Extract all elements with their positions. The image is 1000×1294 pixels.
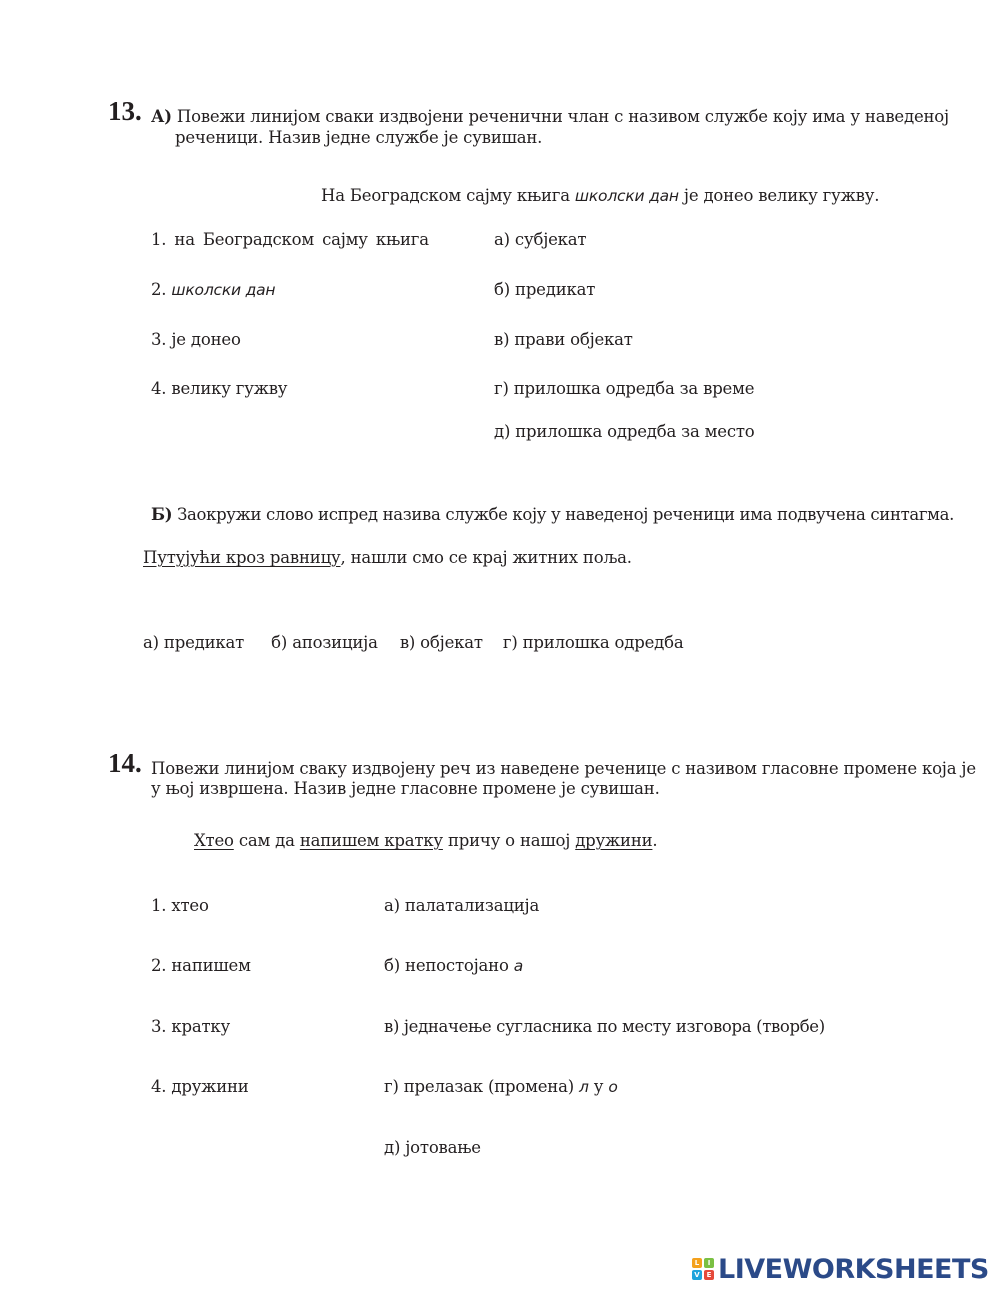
item-number: 3. — [151, 330, 167, 349]
q13-right-item-g[interactable]: г) прилошка одредба за време — [494, 379, 755, 398]
q13-sentence-before: На Београдском сајму књига — [321, 186, 575, 205]
q13-part-a-label: А) — [151, 107, 172, 126]
option-b[interactable]: б) апозиција — [271, 633, 378, 652]
q13-left-item-4[interactable] — [151, 379, 287, 398]
q13-right-item-b[interactable]: б) предикат — [494, 280, 596, 299]
logo-mark-letter: L — [692, 1258, 702, 1268]
q13-part-b-label: Б) — [151, 505, 173, 524]
underlined-word: Хтео — [194, 831, 234, 850]
item-italic: л — [579, 1078, 589, 1096]
option-g[interactable]: г) прилошка одредба — [502, 633, 684, 652]
logo-mark-icon — [692, 1258, 714, 1280]
q14-left-item-1[interactable]: 1. хтео — [151, 896, 209, 915]
option-v[interactable]: в) објекат — [399, 633, 483, 652]
logo-mark-letter: I — [704, 1258, 714, 1268]
item-text: на Београдском сајму књига — [174, 230, 429, 249]
q13-part-b-instruction — [151, 505, 954, 524]
underlined-word: напишем кратку — [299, 831, 443, 850]
q14-right-item-v[interactable]: в) једначење сугласника по месту изговора (творбе) — [384, 1017, 825, 1036]
underlined-phrase: Путујући кроз равницу — [143, 548, 341, 567]
q13-instruction-text: Повежи линијом сваки издвојени реченични члан с називом службе коју има у наведеној — [176, 107, 949, 126]
item-text: г) прелазак (промена) — [384, 1077, 580, 1096]
sentence-text: сам да — [233, 831, 300, 850]
q14-right-item-a[interactable]: а) палатализација — [384, 896, 540, 915]
item-text: у — [588, 1077, 609, 1096]
item-text: б) непостојано — [384, 956, 514, 975]
item-text: школски дан — [171, 281, 276, 299]
q14-left-item-3[interactable]: 3. кратку — [151, 1017, 231, 1036]
item-italic: а — [513, 957, 524, 975]
item-number: 1. — [151, 230, 167, 249]
logo-mark-letter: V — [692, 1270, 702, 1280]
logo-mark-letter: E — [704, 1270, 714, 1280]
q14-instruction-line2: у њој извршена. Назив једне гласовне промене је сувишан. — [151, 779, 660, 798]
item-number: 2. — [151, 280, 167, 299]
q13-part-b-text: Заокружи слово испред назива службе коју у наведеној реченици има подвучена синтагма. — [177, 505, 955, 524]
item-text: велику гужву — [171, 379, 288, 398]
sentence-rest: , нашли смо се крај житних поља. — [340, 548, 632, 567]
q14-right-item-b[interactable] — [384, 956, 523, 975]
q13-sentence-after: је донео велику гужву. — [678, 186, 880, 205]
q13-sentence — [321, 182, 879, 210]
q14-left-item-2[interactable]: 2. напишем — [151, 956, 251, 975]
q13-instruction-line2: реченици. Назив једне службе је сувишан. — [175, 128, 543, 147]
q14-instruction-line1: Повежи линијом сваку издвојену реч из наведене реченице с називом гласовне промене која је — [151, 759, 976, 778]
logo-text: LIVEWORKSHEETS — [718, 1253, 989, 1285]
q13-left-item-3[interactable] — [151, 330, 241, 349]
question-14-number: 14. — [108, 748, 142, 778]
option-a[interactable]: а) предикат — [143, 633, 245, 652]
item-number: 4. — [151, 379, 167, 398]
sentence-text: причу о нашој — [442, 831, 576, 850]
item-italic: о — [608, 1078, 618, 1096]
sentence-text: . — [652, 831, 658, 850]
q13-right-item-d[interactable]: д) прилошка одредба за место — [494, 422, 755, 441]
q13-right-item-a[interactable]: а) субјекат — [494, 230, 587, 249]
item-text: је донео — [171, 330, 241, 349]
q13-part-b-sentence — [143, 548, 632, 567]
question-13-number: 13. — [108, 96, 142, 126]
q13-right-item-v[interactable]: в) прави објекат — [494, 330, 633, 349]
underlined-word: дружини — [575, 831, 653, 850]
q13-sentence-italic: школски дан — [574, 187, 679, 205]
q14-left-item-4[interactable]: 4. дружини — [151, 1077, 249, 1096]
liveworksheets-logo — [692, 1252, 989, 1286]
q14-right-item-g[interactable] — [384, 1077, 618, 1096]
q14-right-item-d[interactable]: д) јотовање — [384, 1138, 481, 1157]
q13-left-item-2[interactable] — [151, 280, 275, 299]
q13-left-item-1[interactable] — [151, 230, 429, 249]
q13-part-b-options — [143, 633, 684, 652]
q14-sentence — [194, 831, 657, 850]
